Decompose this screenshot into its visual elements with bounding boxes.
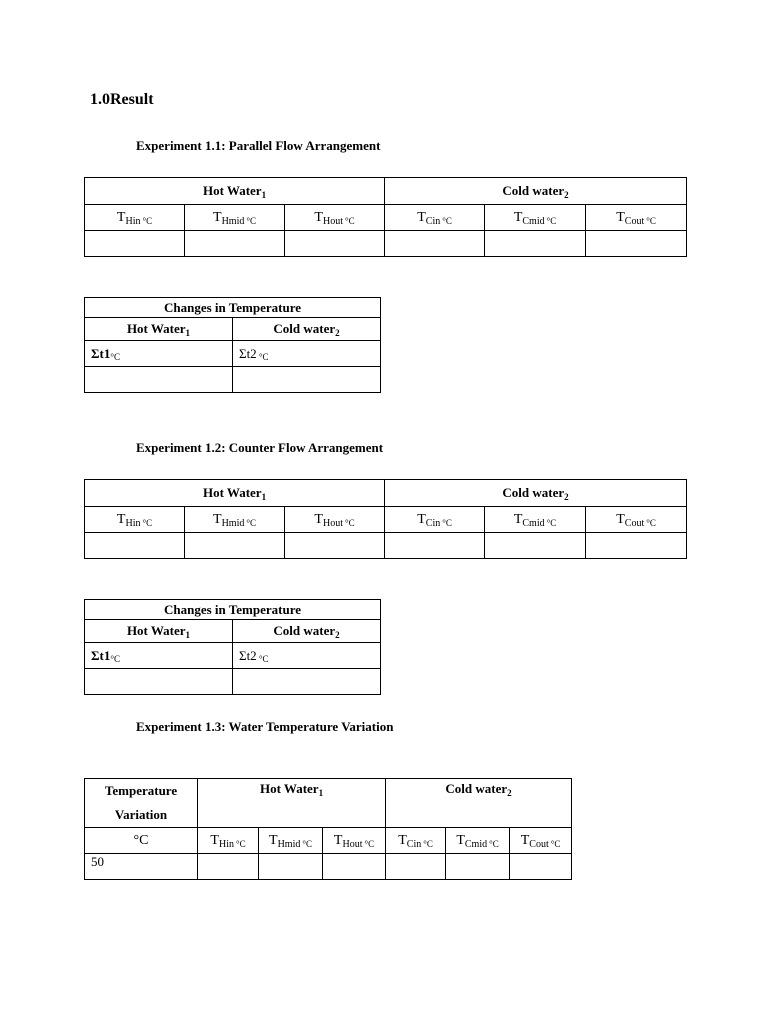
experiment-1-3-title: Experiment 1.3: Water Temperature Variation: [136, 719, 394, 734]
table-cell: [85, 367, 233, 393]
cold-water-header: Cold water$_2$: [385, 480, 687, 507]
col-t-cmid: $T_{Cmid}$ $_{^\circ C}$: [446, 828, 510, 854]
col-t-hin: $T_{Hin}$ $_{^\circ C}$: [85, 507, 185, 533]
col-t-cin: $T_{Cin}$ $_{^\circ C}$: [385, 507, 485, 533]
table-cell: [586, 231, 687, 257]
hot-water-header: Hot Water$_1$: [85, 178, 385, 205]
table-cell: [198, 854, 259, 880]
table-cell: [85, 533, 185, 559]
col-t-hmid: $T_{Hmid}$ $_{^\circ C}$: [259, 828, 323, 854]
cold-water-header: Cold water$_2$: [385, 178, 687, 205]
table-cell: [85, 669, 233, 695]
hot-water-header: Hot Water$_1$: [85, 620, 233, 643]
cold-water-header: Cold water$_2$: [233, 318, 381, 341]
experiment-1-2-title: Experiment 1.2: Counter Flow Arrangement: [136, 440, 384, 455]
delta-t2-label: Ʃt2 °C: [233, 643, 381, 669]
col-t-cmid: $T_{Cmid}$ $_{^\circ C}$: [485, 507, 586, 533]
col-t-cin: $T_{Cin}$ $_{^\circ C}$: [385, 205, 485, 231]
table-cell: [446, 854, 510, 880]
section-title: 1.0Result: [90, 91, 154, 108]
table-cell: [233, 367, 381, 393]
experiment-1-1-title: Experiment 1.1: Parallel Flow Arrangement: [136, 138, 381, 153]
changes-title: Changes in Temperature: [85, 298, 381, 318]
row-value-50: 50: [85, 854, 198, 880]
table-cell: [385, 533, 485, 559]
col-t-hmid: $T_{Hmid}$ $_{^\circ C}$: [185, 205, 285, 231]
hot-water-header: Hot Water$_1$: [85, 318, 233, 341]
col-t-cin: $T_{Cin}$ $_{^\circ C}$: [386, 828, 446, 854]
cold-water-header: Cold water$_2$: [233, 620, 381, 643]
col-t-hin: $T_{Hin}$ $_{^\circ C}$: [85, 205, 185, 231]
col-t-hout: $T_{Hout}$ $_{^\circ C}$: [285, 205, 385, 231]
table-cell: [385, 231, 485, 257]
table-cell: [259, 854, 323, 880]
delta-t1-label: Ʃt1°C: [85, 341, 233, 367]
temperature-variation-header: Temperature Variation: [85, 779, 198, 828]
hot-water-header: Hot Water$_1$: [198, 779, 386, 828]
delta-t2-label: Ʃt2 °C: [233, 341, 381, 367]
col-t-hout: $T_{Hout}$ $_{^\circ C}$: [285, 507, 385, 533]
changes-table-1: [84, 297, 381, 393]
col-t-hin: $T_{Hin}$ $_{^\circ C}$: [198, 828, 259, 854]
table-cell: [85, 231, 185, 257]
table-cell: [510, 854, 572, 880]
cold-water-header: Cold water$_2$: [386, 779, 572, 828]
delta-t1-label: Ʃt1°C: [85, 643, 233, 669]
col-t-cout: $T_{Cout}$ $_{^\circ C}$: [510, 828, 572, 854]
col-t-hmid: $T_{Hmid}$ $_{^\circ C}$: [185, 507, 285, 533]
changes-table-2: [84, 599, 381, 695]
col-t-cmid: $T_{Cmid}$ $_{^\circ C}$: [485, 205, 586, 231]
table-cell: [285, 231, 385, 257]
table-cell: [185, 533, 285, 559]
changes-title: Changes in Temperature: [85, 600, 381, 620]
hot-water-header: Hot Water$_1$: [85, 480, 385, 507]
table-cell: [185, 231, 285, 257]
temperature-variation-table: [84, 778, 572, 880]
table-cell: [386, 854, 446, 880]
col-t-cout: $T_{Cout}$ $_{^\circ C}$: [586, 205, 687, 231]
table-cell: [323, 854, 386, 880]
table-cell: [586, 533, 687, 559]
col-t-hout: $T_{Hout}$ $_{^\circ C}$: [323, 828, 386, 854]
col-t-cout: $T_{Cout}$ $_{^\circ C}$: [586, 507, 687, 533]
parallel-flow-table: [84, 177, 687, 257]
unit-celsius-cell: °C: [85, 828, 198, 854]
table-cell: [485, 231, 586, 257]
counter-flow-table: [84, 479, 687, 559]
table-cell: [285, 533, 385, 559]
table-cell: [233, 669, 381, 695]
table-cell: [485, 533, 586, 559]
